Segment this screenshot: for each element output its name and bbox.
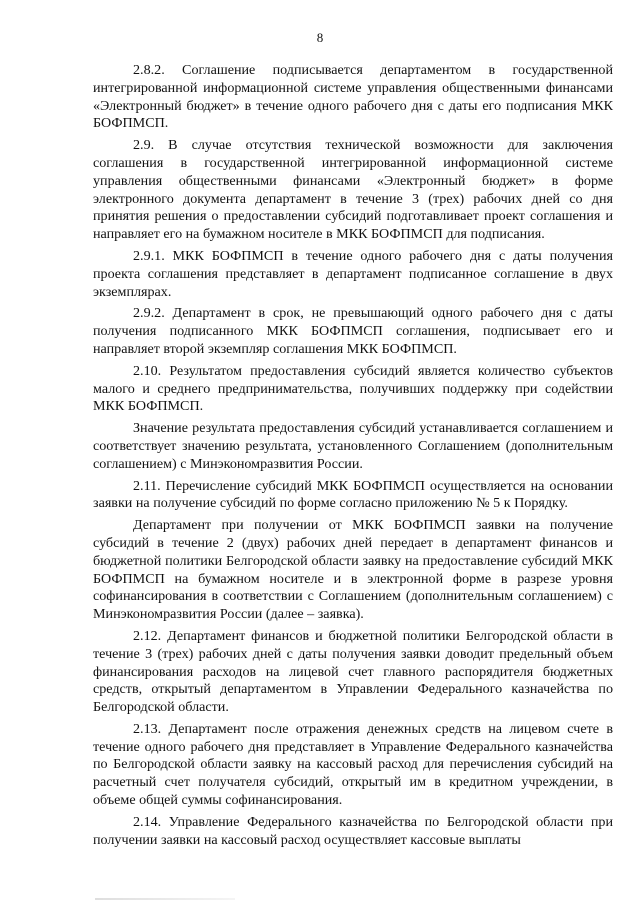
- paragraph-2-12: 2.12. Департамент финансов и бюджетной политики Белгородской области в течение 3 (трех) рабочих дней с даты получения заявки доводит предельный объем финансирования расходов на лицевой счет главного распорядителя бюджетных средств, открытый департаментом в Управлении Федерального казначейства по Белгородской области.: [93, 627, 613, 716]
- paragraph-2-14: 2.14. Управление Федерального казначейства по Белгородской области при получении заявки на кассовый расход осуществляет кассовые выплаты: [93, 813, 613, 848]
- paragraph-2-9-2: 2.9.2. Департамент в срок, не превышающий одного рабочего дня с даты получения подписанного МКК БОФПМСП соглашения, подписывает его и направляет второй экземпляр соглашения МКК БОФПМСП.: [93, 305, 613, 357]
- paragraph-2-11-department: Департамент при получении от МКК БОФПМСП заявки на получение субсидий в течение 2 (двух) рабочих дней передает в департамент финансов и бюджетной политики Белгородской области заявку на предоставление субсидий МКК БОФПМСП на бумажном носителе и в электронной форме в разрезе уровня софинансирования в соответствии с Соглашением (дополнительным соглашением) с Минэкономразвития России (далее – заявка).: [93, 517, 613, 623]
- paragraph-2-13: 2.13. Департамент после отражения денежных средств на лицевом счете в течение одного рабочего дня представляет в Управление Федерального казначейства по Белгородской области заявку на кассовый расход для перечисления субсидий на расчетный счет получателя субсидий, открытый им в кредитном учреждении, в объеме общей суммы софинансирования.: [93, 720, 613, 809]
- document-body: [93, 62, 613, 853]
- paragraph-2-11: 2.11. Перечисление субсидий МКК БОФПМСП осуществляется на основании заявки на получение субсидий по форме согласно приложению № 5 к Порядку.: [93, 477, 613, 512]
- scan-artifact: [95, 898, 235, 900]
- paragraph-2-8-2: 2.8.2. Соглашение подписывается департаментом в государственной интегрированной информационной системе управления общественными финансами «Электронный бюджет» в течение одного рабочего дня с даты его подписания МКК БОФПМСП.: [93, 62, 613, 132]
- paragraph-2-10-value: Значение результата предоставления субсидий устанавливается соглашением и соответствует значению результата, установленного Соглашением (дополнительным соглашением) с Минэкономразвития России.: [93, 420, 613, 472]
- paragraph-2-9: 2.9. В случае отсутствия технической возможности для заключения соглашения в государственной интегрированной информационной системе управления общественными финансами «Электронный бюджет» в форме электронного документа департамент в течение 3 (трех) рабочих дней со дня принятия решения о предоставлении субсидий подготавливает проект соглашения и направляет его на бумажном носителе в МКК БОФПМСП для подписания.: [93, 137, 613, 243]
- paragraph-2-9-1: 2.9.1. МКК БОФПМСП в течение одного рабочего дня с даты получения проекта соглашения представляет в департамент подписанное соглашение в двух экземплярах.: [93, 247, 613, 300]
- page-number: 8: [316, 30, 324, 45]
- paragraph-2-10: 2.10. Результатом предоставления субсидий является количество субъектов малого и среднего предпринимательства, получивших поддержку при содействии МКК БОФПМСП.: [93, 362, 613, 415]
